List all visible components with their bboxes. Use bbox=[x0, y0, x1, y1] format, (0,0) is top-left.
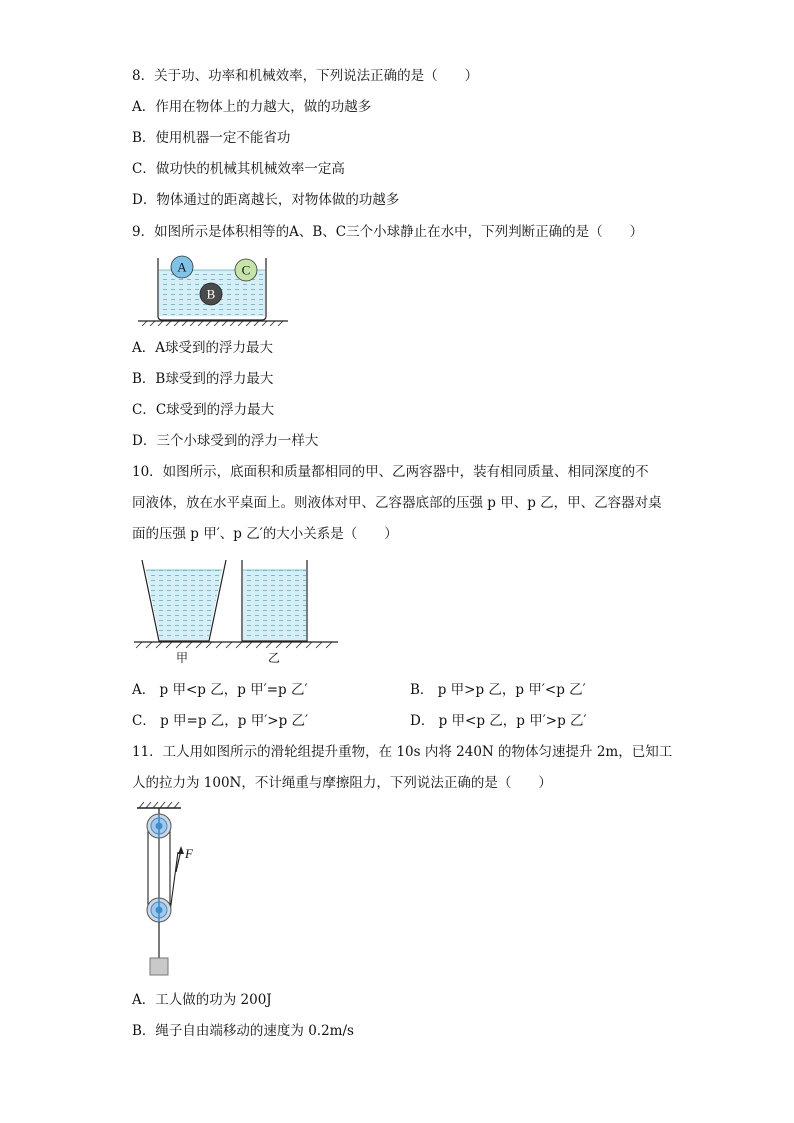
q11-stem-line1: 11．工人用如图所示的滑轮组提升重物，在 10s 内将 240N 的物体匀速提升 2m，已知工 bbox=[132, 744, 673, 760]
q11-option-a: A．工人做的功为 200J bbox=[132, 992, 272, 1008]
q10-option-c: C． p 甲=p 乙，p 甲′>p 乙′ bbox=[132, 713, 309, 729]
q9-ball-b-label: B bbox=[206, 286, 216, 302]
q11-pulley-figure bbox=[135, 800, 205, 980]
q10-stem-line2: 同液体，放在水平桌面上。则液体对甲、乙容器底部的压强 p 甲、p 乙，甲、乙容器对桌 bbox=[132, 495, 662, 511]
q8-option-c: C．做功快的机械其机械效率一定高 bbox=[132, 161, 345, 177]
q11-option-b: B．绳子自由端移动的速度为 0.2m/s bbox=[132, 1023, 354, 1039]
q8-option-a: A．作用在物体上的力越大，做的功越多 bbox=[132, 99, 372, 115]
q11-force-label: F bbox=[185, 846, 193, 861]
q9-option-a: A．A球受到的浮力最大 bbox=[132, 340, 273, 356]
q10-option-d: D． p 甲<p 乙，p 甲′>p 乙′ bbox=[410, 713, 587, 729]
q11-free-rope bbox=[170, 852, 178, 912]
q10-containers-figure bbox=[134, 558, 338, 666]
q9-ball-a-label: A bbox=[177, 259, 187, 275]
q11-load-block bbox=[150, 958, 168, 975]
q8-stem: 8．关于功、功率和机械效率，下列说法正确的是（ ） bbox=[132, 68, 479, 84]
q10-stem-line1: 10．如图所示，底面积和质量都相同的甲、乙两容器中，装有相同质量、相同深度的不 bbox=[132, 464, 649, 480]
q10-option-b: B． p 甲>p 乙，p 甲′<p 乙′ bbox=[410, 682, 586, 698]
q9-option-c: C．C球受到的浮力最大 bbox=[132, 402, 275, 418]
q9-option-d: D．三个小球受到的浮力一样大 bbox=[132, 433, 319, 449]
q11-force-arrow bbox=[178, 846, 184, 854]
q10-label-left: 甲 bbox=[175, 651, 189, 665]
q9-ball-c-label: C bbox=[241, 262, 251, 278]
q9-option-b: B．B球受到的浮力最大 bbox=[132, 371, 274, 387]
q10-stem-line3: 面的压强 p 甲′、p 乙′的大小关系是（ ） bbox=[132, 526, 398, 542]
q10-option-a: A． p 甲<p 乙，p 甲′=p 乙′ bbox=[132, 682, 308, 698]
q9-stem: 9．如图所示是体积相等的A、B、C三个小球静止在水中，下列判断正确的是（ ） bbox=[132, 224, 644, 240]
q8-option-d: D．物体通过的距离越长，对物体做的功越多 bbox=[132, 192, 400, 208]
q8-option-b: B．使用机器一定不能省功 bbox=[132, 130, 291, 146]
q11-stem-line2: 人的拉力为 100N，不计绳重与摩擦阻力，下列说法正确的是（ ） bbox=[132, 775, 552, 791]
q10-label-right: 乙 bbox=[267, 651, 281, 665]
q9-beaker-figure bbox=[138, 252, 288, 326]
